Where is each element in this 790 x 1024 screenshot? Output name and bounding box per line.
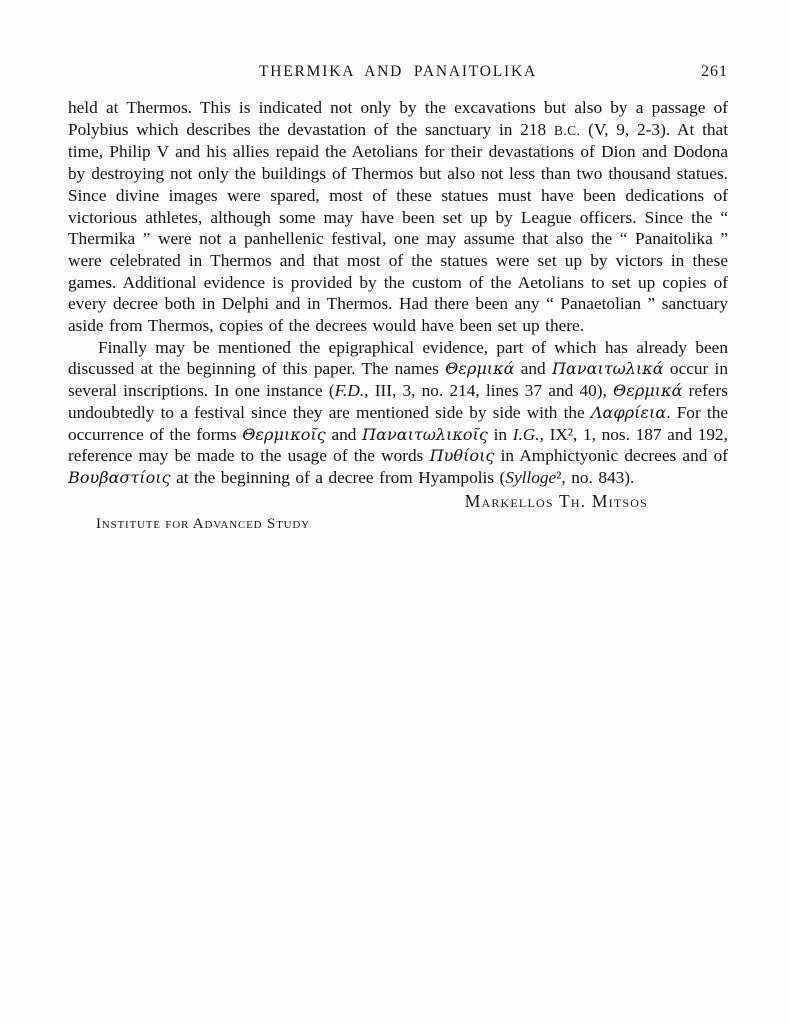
text-segment: and [514, 359, 552, 379]
text-segment-greek: Θερμικοῖς [242, 424, 326, 444]
text-segment: , III, 3, no. 214, lines 37 and 40), [364, 381, 614, 401]
text-segment-greek: Παναιτωλικοῖς [362, 424, 488, 444]
page-number: 261 [701, 63, 728, 80]
text-segment: held at Thermos. This is indicated not only by the excavations but also by a passage of Polybius which describes the devastation of the sanctuary in 218 [68, 98, 728, 139]
text-segment: refers undoubtedly to a festival since they are mentioned side by side with the [68, 381, 728, 422]
text-segment-smallcaps: B.C. [553, 122, 581, 138]
text-segment-greek: Θερμικά [445, 359, 515, 379]
text-segment: in Amphictyonic decrees and of [494, 446, 728, 466]
paragraph-thermos-evidence [68, 97, 728, 337]
text-segment-greek: Θερμικά [613, 381, 683, 401]
text-segment: in [487, 424, 513, 444]
text-segment-italic: Sylloge [505, 467, 557, 487]
text-segment: and [325, 424, 363, 444]
text-segment-greek: Βουβαστίοις [68, 467, 171, 487]
paragraph-epigraphical-evidence [68, 337, 728, 489]
text-segment-greek: Λαφρίεια [590, 402, 667, 422]
running-title: THERMIKA AND PANAITOLIKA [259, 63, 537, 80]
text-segment-italic: I.G. [512, 424, 540, 444]
text-segment: occur in several inscriptions. In one instance ( [68, 359, 729, 401]
text-segment-greek: Παναιτωλικά [551, 359, 664, 379]
text-segment: ², no. 843). [556, 467, 635, 487]
text-segment: . For the occurrence of the forms [68, 402, 729, 444]
text-segment-italic: F.D. [334, 381, 365, 401]
text-segment: Finally may be mentioned the epigraphical evidence, part of which has already been discussed at the beginning of this paper. The names [68, 337, 728, 379]
text-segment: (V, 9, 2-3). At that time, Philip V and his allies repaid the Aetolians for their devastations of Dion and Dodona by destroying not only the buildings of Thermos but also not less than two thousand statues. Since divine images were spared, most of these statues must have been dedications of victorious athletes, although some may have been set up by League officers. Since the “ Thermika ” were not a panhellenic festival, one may assume that also the “ Panaitolika ” were celebrated in Thermos and that most of the statues were set up by victors in these games. Additional evidence is provided by the custom of the Aetolians to set up copies of every decree both in Delphi and in Thermos. Had there been any “ Panaetolian ” sanctuary aside from Thermos, copies of the decrees would have been set up there. [68, 119, 728, 336]
article-body [68, 97, 728, 534]
author-signature: Markellos Th. Mitsos [464, 490, 648, 511]
text-segment: , IX², 1, nos. 187 and 192, reference may be made to the usage of the words [68, 424, 728, 466]
text-segment-greek: Πυθίοις [429, 446, 495, 466]
text-segment: at the beginning of a decree from Hyampolis ( [170, 467, 506, 487]
page-header [68, 62, 728, 81]
author-affiliation: Institute for Advanced Study [96, 515, 310, 532]
